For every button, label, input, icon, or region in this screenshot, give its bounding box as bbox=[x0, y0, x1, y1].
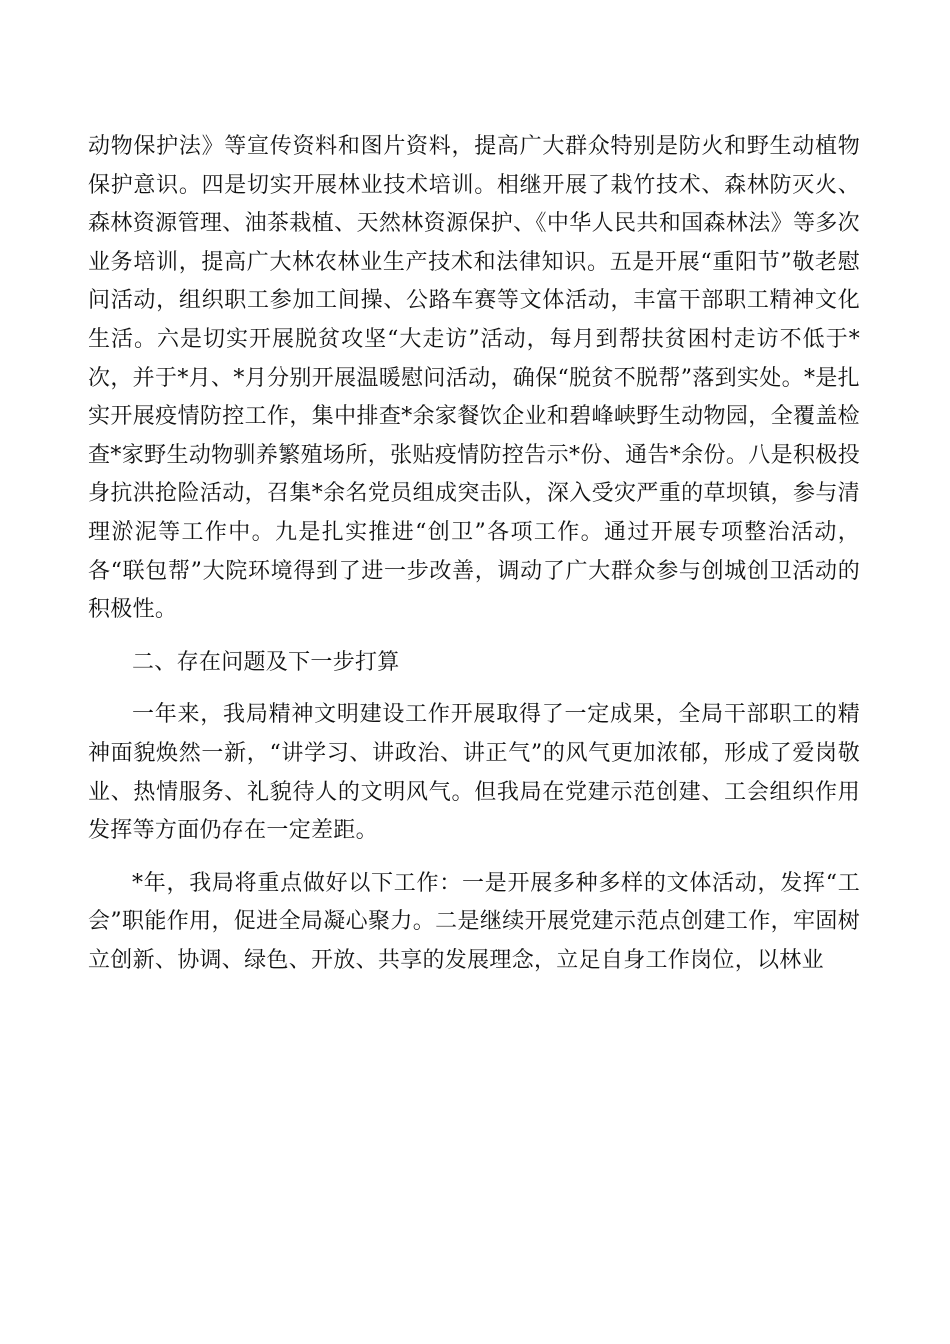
body-paragraph-plan: *年，我局将重点做好以下工作：一是开展多种多样的文体活动，发挥“工会”职能作用，促进全局凝心聚力。二是继续开展党建示范点创建工作，牢固树立创新、协调、绿色、开放、共享的发展理念，立足自身工作岗位，以林业 bbox=[88, 870, 860, 973]
body-paragraph-continued: 动物保护法》等宣传资料和图片资料，提高广大群众特别是防火和野生动植物保护意识。四是切实开展林业技术培训。相继开展了栽竹技术、森林防灭火、森林资源管理、油茶栽植、天然林资源保护、《中华人民共和国森林法》等多次业务培训，提高广大林农林业生产技术和法律知识。五是开展“重阳节”敬老慰问活动，组织职工参加工间操、公路车赛等文体活动，丰富干部职工精神文化生活。六是切实开展脱贫攻坚“大走访”活动，每月到帮扶贫困村走访不低于*次，并于*月、*月分别开展温暖慰问活动，确保“脱贫不脱帮”落到实处。*是扎实开展疫情防控工作，集中排查*余家餐饮企业和碧峰峡野生动物园，全覆盖检查*家野生动物驯养繁殖场所，张贴疫情防控告示*份、通告*余份。八是积极投身抗洪抢险活动，召集*余名党员组成突击队，深入受灾严重的草坝镇，参与清理淤泥等工作中。九是扎实推进“创卫”各项工作。通过开展专项整治活动，各“联包帮”大院环境得到了进一步改善，调动了广大群众参与创城创卫活动的积极性。 bbox=[88, 134, 860, 623]
section-heading: 二、存在问题及下一步打算 bbox=[132, 649, 400, 675]
document-page bbox=[88, 128, 860, 980]
body-paragraph-summary: 一年来，我局精神文明建设工作开展取得了一定成果，全局干部职工的精神面貌焕然一新，“讲学习、讲政治、讲正气”的风气更加浓郁，形成了爱岗敬业、热情服务、礼貌待人的文明风气。但我局在党建示范创建、工会组织作用发挥等方面仍存在一定差距。 bbox=[88, 702, 860, 844]
